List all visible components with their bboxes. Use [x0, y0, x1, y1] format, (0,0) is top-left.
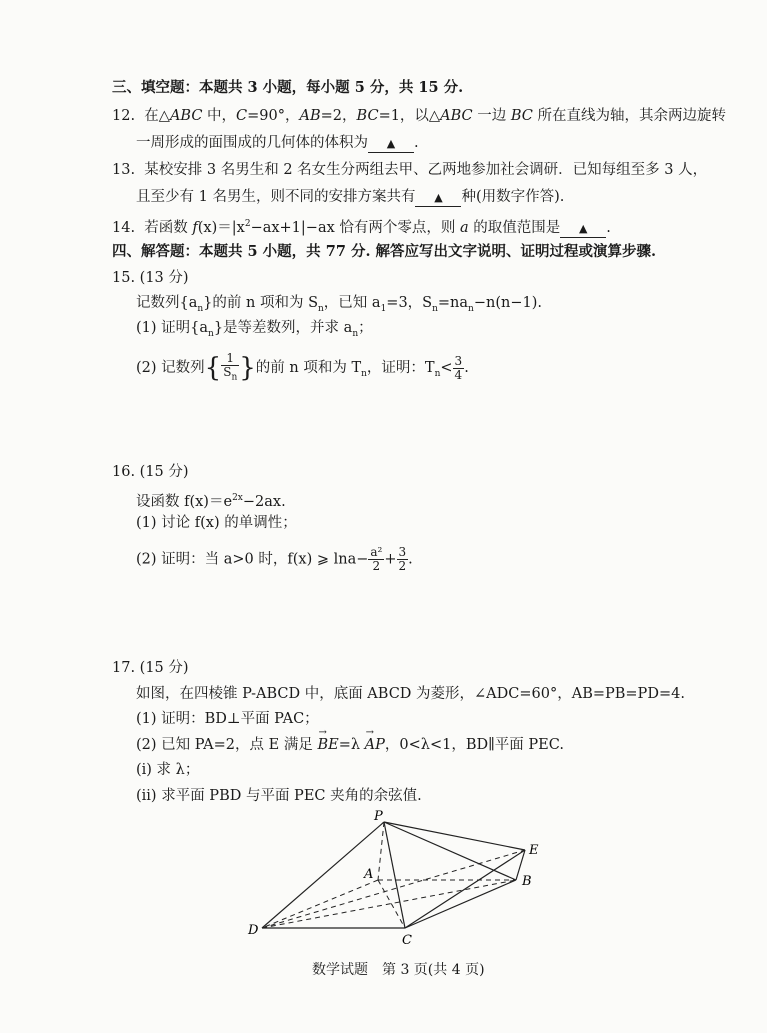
q12-text: . — [414, 135, 419, 151]
left-brace: { — [204, 353, 222, 384]
edge-PC — [384, 822, 405, 928]
q12-text: BC — [510, 108, 533, 124]
answer-blank-marker: ▲ — [368, 136, 414, 153]
edge-DB-hidden — [262, 880, 516, 928]
q15-text: =na — [437, 295, 469, 311]
label-C: C — [402, 933, 412, 948]
q12-text: 中， — [202, 108, 237, 124]
label-A: A — [364, 867, 374, 882]
q14-text: (x)＝|x — [197, 219, 245, 236]
q16-sup: 2x — [232, 493, 243, 503]
q13-text: 且至少有 1 名男生，则不同的安排方案共有 — [136, 189, 416, 205]
label-D: D — [248, 923, 259, 938]
edge-PB — [384, 822, 516, 880]
fraction-numerator: 1 — [221, 352, 239, 366]
q15-text: ； — [358, 320, 373, 336]
fraction-denominator: 2 — [372, 559, 381, 573]
q16-score: (15 分) — [139, 464, 189, 480]
q15-text: }的前 n 项和为 S — [203, 295, 318, 311]
answer-blank-marker: ▲ — [415, 190, 461, 207]
q13-number: 13. — [112, 162, 136, 178]
q15-text: 的前 n 项和为 T — [255, 360, 362, 377]
q16-text: . — [408, 551, 413, 568]
fraction-denominator: 4 — [454, 367, 463, 382]
q12-text: =90°， — [247, 108, 300, 124]
q15-text: ，证明：T — [366, 360, 435, 377]
fraction-denominator-text: S — [223, 365, 232, 379]
q15-sub: n — [468, 303, 474, 314]
q15-text: < — [440, 360, 453, 377]
q14-text: a — [459, 219, 469, 236]
fill-in-section-header: 三、填空题：本题共 3 小题，每小题 5 分，共 15 分. — [112, 79, 464, 96]
edge-PA-hidden — [378, 822, 384, 880]
q13-text: 种(用数字作答). — [461, 189, 565, 205]
q15-text: }是等差数列，并求 a — [213, 320, 353, 336]
q17-number: 17. — [112, 660, 136, 676]
edge-AD-hidden — [262, 880, 378, 928]
q12-text: =2， — [320, 108, 357, 124]
q12-text: 所在直线为轴，其余两边旋转 — [532, 108, 726, 124]
q14-sup: 2 — [244, 219, 251, 229]
q17-part2-i: (i) 求 λ； — [136, 762, 200, 778]
q12-text: ABC — [440, 108, 473, 124]
q12-text: BC — [356, 108, 379, 124]
q17-text: ，0<λ<1，BD∥平面 PEC. — [384, 737, 564, 753]
vector-AP: → AP — [365, 735, 385, 755]
q12-number: 12. — [112, 108, 136, 124]
q16-number: 16. — [112, 464, 136, 480]
fraction-denominator: 2 — [398, 559, 407, 573]
answer-blank-marker: ▲ — [560, 221, 606, 238]
q14-number: 14. — [112, 219, 136, 236]
label-E: E — [529, 843, 539, 858]
q14-text: 的取值范围是 — [468, 219, 561, 236]
q15-sub: n — [231, 372, 238, 383]
q14-text: . — [606, 219, 611, 236]
q15-number: 15. — [112, 270, 136, 286]
q17-text: =λ — [338, 737, 361, 753]
fraction-numerator: a² — [370, 545, 383, 559]
q12-text: ABC — [169, 108, 203, 124]
q17-part2-ii: (ii) 求平面 PBD 与平面 PEC 夹角的余弦值. — [136, 788, 422, 804]
q15-text: (2) 记数列 — [136, 360, 205, 377]
edge-CB — [405, 880, 516, 928]
label-P: P — [374, 809, 383, 824]
q15-sub: n — [361, 369, 367, 380]
right-brace: } — [239, 353, 256, 384]
q15-sub: n — [208, 328, 214, 339]
q15-sub: n — [352, 328, 359, 339]
q17-stem: 如图，在四棱锥 P-ABCD 中，底面 ABCD 为菱形，∠ADC=60°，AB=PB=PD=4. — [136, 686, 685, 702]
vector-BE: → BE — [317, 735, 338, 755]
q16-part1: (1) 讨论 f(x) 的单调性； — [136, 515, 297, 531]
q12-text: 一边 — [472, 108, 511, 124]
q15-text: . — [464, 360, 469, 377]
q13-text: 某校安排 3 名男生和 2 名女生分两组去甲、乙两地参加社会调研．已知每组至多 3 人， — [144, 162, 708, 178]
q15-text: −n(n−1). — [473, 295, 542, 311]
q12-text: =1，以△ — [378, 108, 441, 124]
q15-sub: 1 — [380, 303, 387, 314]
edge-PE — [384, 822, 525, 850]
solve-section-header: 四、解答题：本题共 5 小题，共 77 分. 解答应写出文字说明、证明过程或演算步骤. — [112, 243, 657, 260]
q16-text: + — [384, 551, 397, 568]
q17-part1: (1) 证明：BD⊥平面 PAC； — [136, 711, 319, 727]
fraction-numerator: 3 — [398, 545, 407, 559]
q16-text: −2ax. — [242, 493, 286, 510]
q15-text: ，已知 a — [323, 295, 381, 311]
q12-text: C — [236, 108, 248, 124]
q15-score: (13 分) — [139, 270, 189, 286]
q14-text: f — [192, 219, 198, 236]
q12-text: 在△ — [144, 108, 170, 124]
q16-text: 设函数 f(x)＝e — [136, 493, 233, 510]
q17-text: (2) 已知 PA=2，点 E 满足 — [136, 737, 313, 753]
fraction-numerator: 3 — [454, 353, 463, 368]
edge-DE-hidden — [262, 850, 525, 928]
edge-CE — [405, 850, 525, 928]
q15-text: (1) 证明{a — [136, 320, 209, 336]
q15-text: 记数列{a — [136, 295, 198, 311]
q15-sub: n — [318, 303, 324, 314]
q16-text: (2) 证明：当 a>0 时，f(x) ⩾ lna− — [136, 551, 369, 568]
q12-text: 一周形成的面围成的几何体的体积为 — [136, 135, 368, 151]
q14-text: 若函数 — [144, 219, 193, 236]
q14-text: −ax+1|−ax 恰有两个零点，则 — [250, 219, 460, 236]
q15-sub: n — [434, 369, 441, 380]
q15-sub: n — [432, 303, 438, 314]
page-footer: 数学试题 第 3 页(共 4 页) — [312, 962, 485, 978]
q17-score: (15 分) — [139, 660, 189, 676]
label-B: B — [522, 874, 532, 889]
q12-text: AB — [299, 108, 321, 124]
q15-sub: n — [197, 303, 204, 314]
q15-text: =3，S — [386, 295, 433, 311]
